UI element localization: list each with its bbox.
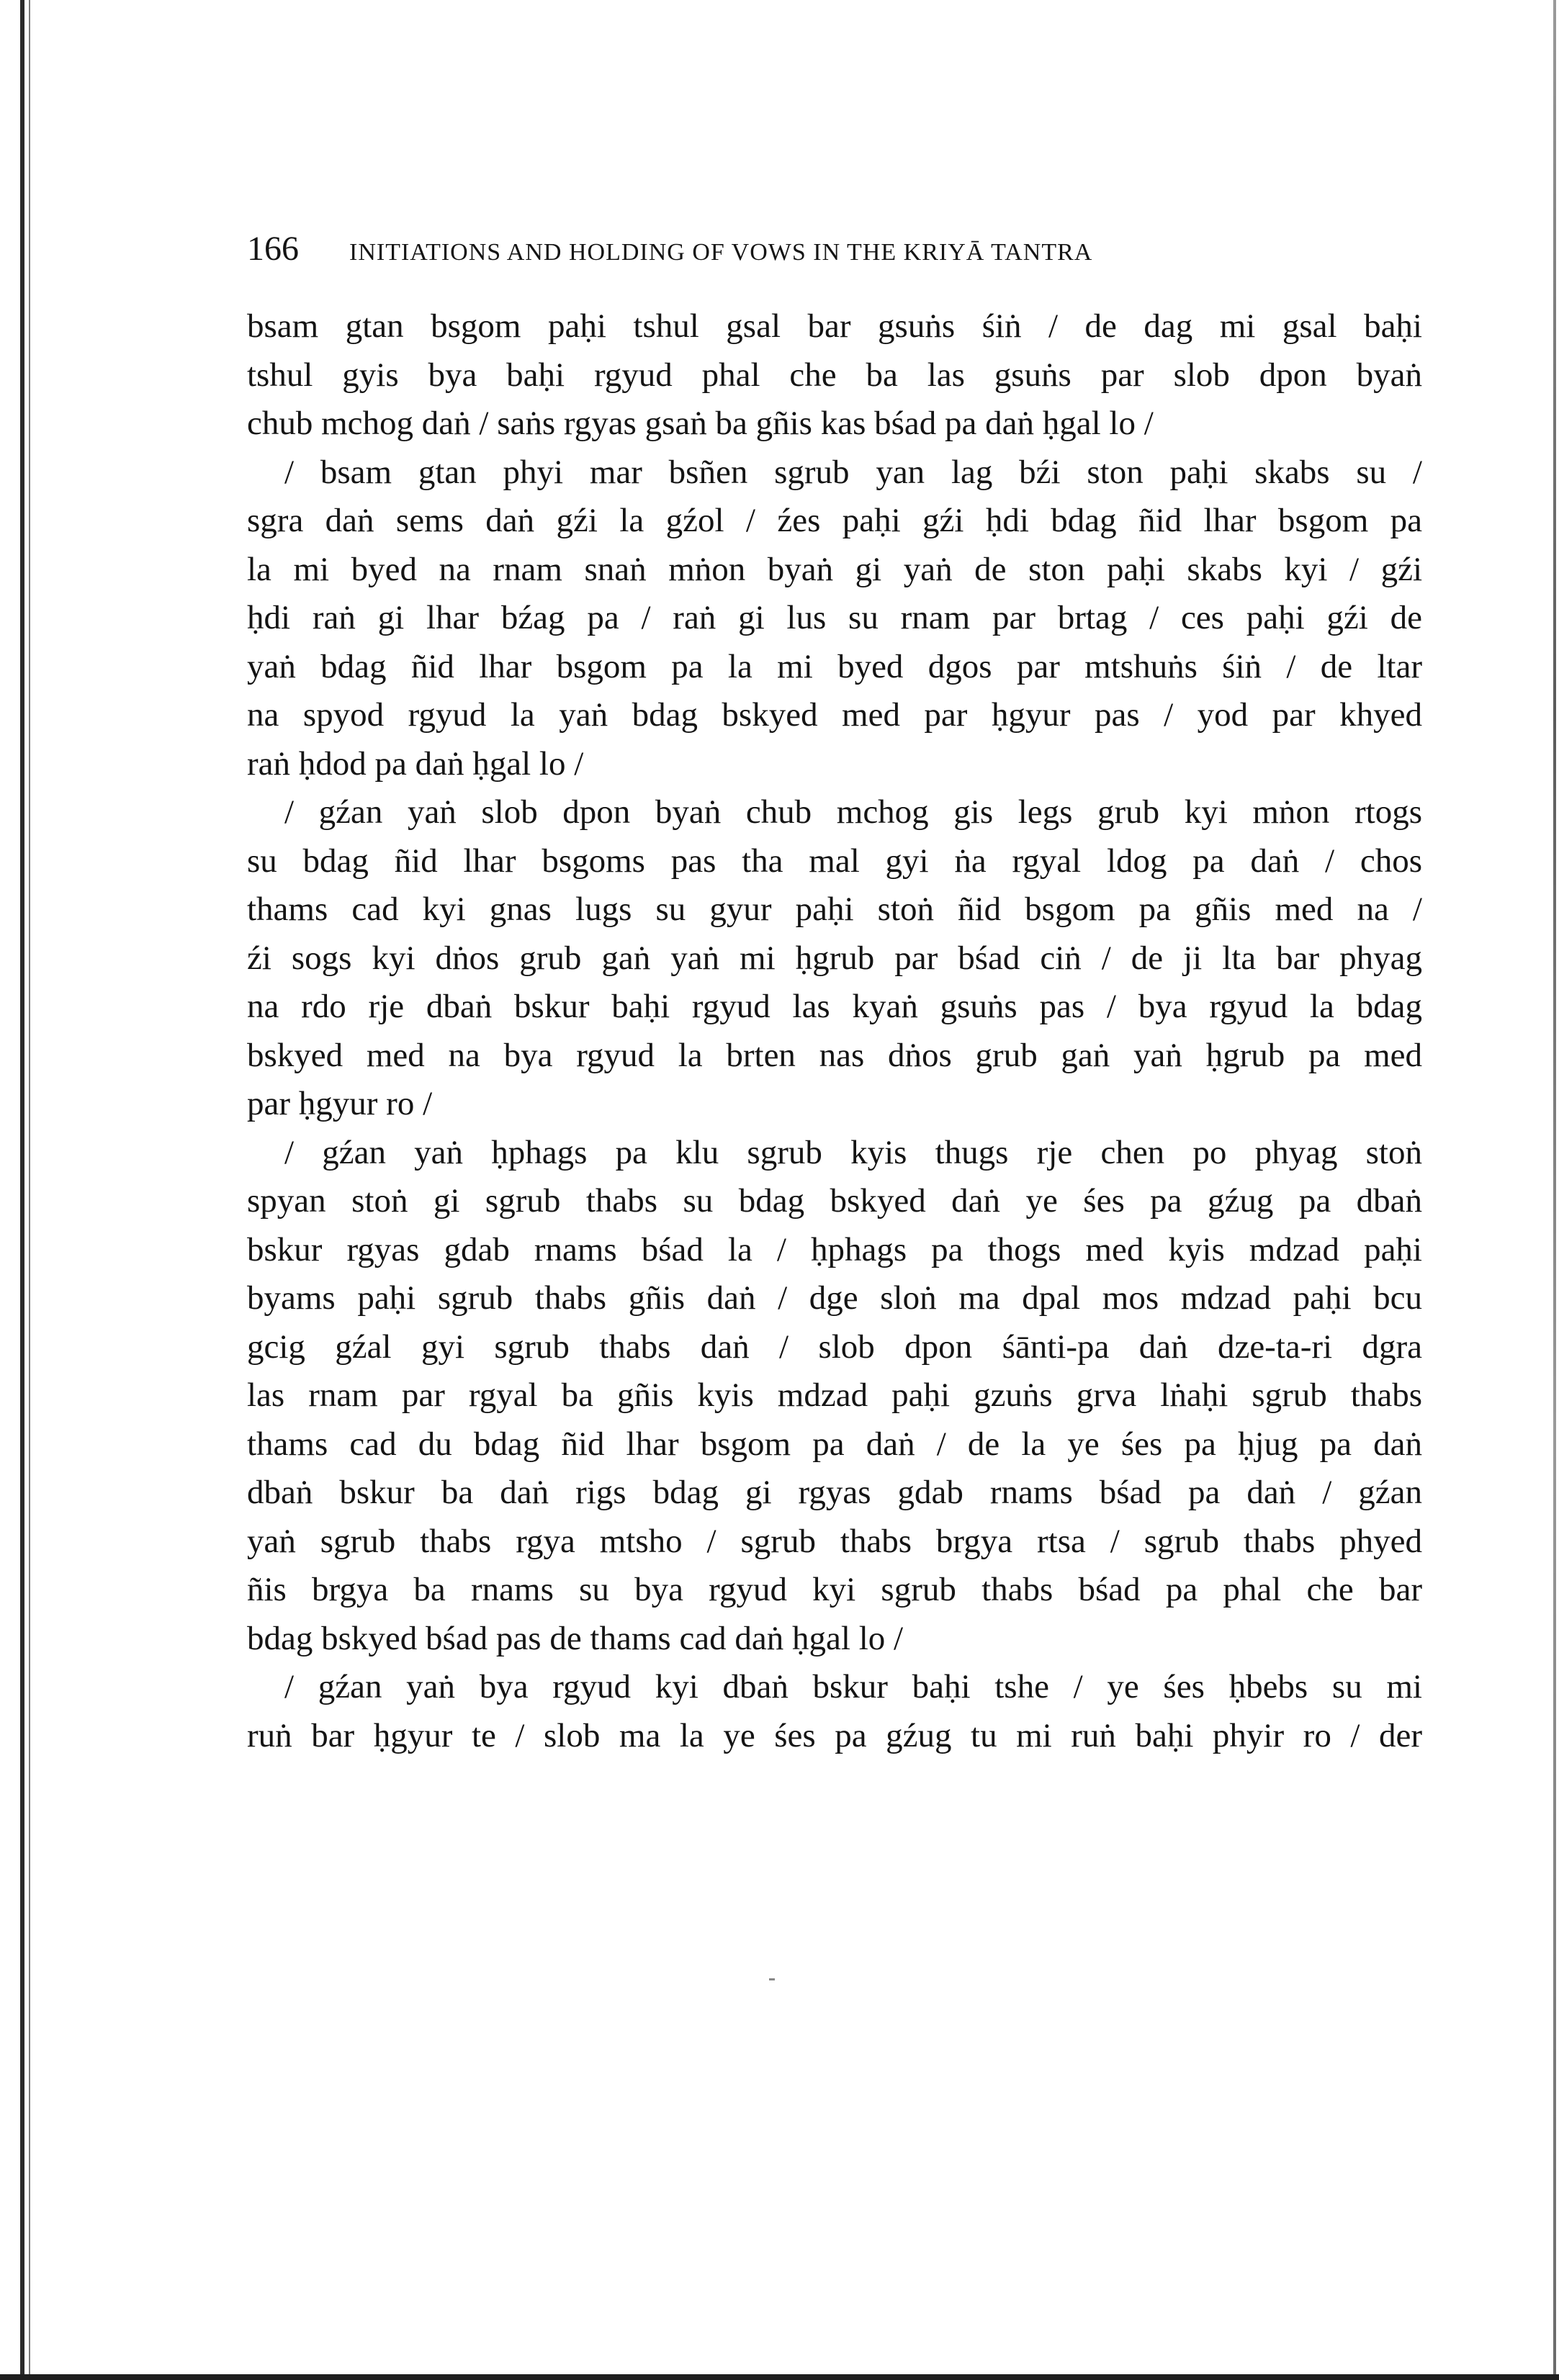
text-line: yaṅ sgrub thabs rgya mtsho / sgrub thabs brgya rtsa / sgrub thabs phyed — [247, 1522, 1422, 1560]
text-line: raṅ ḥdod pa daṅ ḥgal lo / — [247, 744, 584, 783]
text-line: byams paḥi sgrub thabs gñis daṅ / dge sloṅ ma dpal mos mdzad paḥi bcu — [247, 1279, 1422, 1317]
text-line: / bsam gtan phyi mar bsñen sgrub yan lag bźi ston paḥi skabs su / — [284, 453, 1422, 491]
text-line: / gźan yaṅ bya rgyud kyi dbaṅ bskur baḥi tshe / ye śes ḥbebs su mi — [284, 1668, 1422, 1705]
text-line: ruṅ bar ḥgyur te / slob ma la ye śes pa gźug tu mi ruṅ baḥi phyir ro / der — [247, 1716, 1422, 1754]
text-line: thams cad du bdag ñid lhar bsgom pa daṅ / de la ye śes pa ḥjug pa daṅ — [247, 1425, 1422, 1463]
page-header — [247, 229, 1428, 287]
page-number: 166 — [247, 230, 299, 268]
text-line: bskyed med na bya rgyud la brten nas dṅos grub gaṅ yaṅ ḥgrub pa med — [247, 1036, 1422, 1074]
scan-edge-left-thin — [29, 0, 30, 2380]
text-line: las rnam par rgyal ba gñis kyis mdzad paḥi gzuṅs grva lṅaḥi sgrub thabs — [247, 1376, 1422, 1414]
text-line: źi sogs kyi dṅos grub gaṅ yaṅ mi ḥgrub par bśad ciṅ / de ji lta bar phyag — [247, 939, 1422, 977]
text-line: gcig gźal gyi sgrub thabs daṅ / slob dpon śānti-pa daṅ dze-ta-ri dgra — [247, 1328, 1422, 1366]
text-line: la mi byed na rnam snaṅ mṅon byaṅ gi yaṅ de ston paḥi skabs kyi / gźi — [247, 550, 1422, 588]
text-line: bdag bskyed bśad pas de thams cad daṅ ḥgal lo / — [247, 1619, 904, 1657]
text-line: dbaṅ bskur ba daṅ rigs bdag gi rgyas gdab rnams bśad pa daṅ / gźan — [247, 1474, 1422, 1511]
scan-edge-bottom — [0, 2374, 1559, 2380]
text-line: sgra daṅ sems daṅ gźi la gźol / źes paḥi gźi ḥdi bdag ñid lhar bsgom pa — [247, 502, 1422, 539]
text-line: ḥdi raṅ gi lhar bźag pa / raṅ gi lus su rnam par brtag / ces paḥi gźi de — [247, 599, 1422, 636]
running-head: INITIATIONS AND HOLDING OF VOWS IN THE KRIYĀ TANTRA — [349, 239, 1093, 266]
text-line: su bdag ñid lhar bsgoms pas tha mal gyi ṅa rgyal ldog pa daṅ / chos — [247, 842, 1422, 880]
scan-edge-left — [20, 0, 24, 2380]
text-line: yaṅ bdag ñid lhar bsgom pa la mi byed dgos par mtshuṅs śiṅ / de ltar — [247, 647, 1422, 685]
text-line: / gźan yaṅ slob dpon byaṅ chub mchog gis legs grub kyi mṅon rtogs — [284, 793, 1422, 831]
text-line: bskur rgyas gdab rnams bśad la / ḥphags pa thogs med kyis mdzad paḥi — [247, 1230, 1422, 1268]
text-line: bsam gtan bsgom paḥi tshul gsal bar gsuṅs śiṅ / de dag mi gsal baḥi — [247, 307, 1422, 345]
scan-edge-right — [1553, 0, 1556, 2380]
text-line: spyan stoṅ gi sgrub thabs su bdag bskyed daṅ ye śes pa gźug pa dbaṅ — [247, 1182, 1422, 1220]
text-line: par ḥgyur ro / — [247, 1085, 433, 1122]
text-line: / gźan yaṅ ḥphags pa klu sgrub kyis thugs rje chen po phyag stoṅ — [284, 1133, 1422, 1171]
text-line: chub mchog daṅ / saṅs rgyas gsaṅ ba gñis kas bśad pa daṅ ḥgal lo / — [247, 405, 1154, 442]
text-line: na rdo rje dbaṅ bskur baḥi rgyud las kyaṅ gsuṅs pas / bya rgyud la bdag — [247, 988, 1422, 1025]
text-line: na spyod rgyud la yaṅ bdag bskyed med par ḥgyur pas / yod par khyed — [247, 696, 1422, 734]
stray-mark — [769, 1978, 775, 1980]
text-line: tshul gyis bya baḥi rgyud phal che ba las gsuṅs par slob dpon byaṅ — [247, 356, 1422, 394]
body-text — [247, 302, 1422, 1760]
text-line: thams cad kyi gnas lugs su gyur paḥi stoṅ ñid bsgom pa gñis med na / — [247, 891, 1422, 928]
text-line: ñis brgya ba rnams su bya rgyud kyi sgrub thabs bśad pa phal che bar — [247, 1571, 1422, 1608]
